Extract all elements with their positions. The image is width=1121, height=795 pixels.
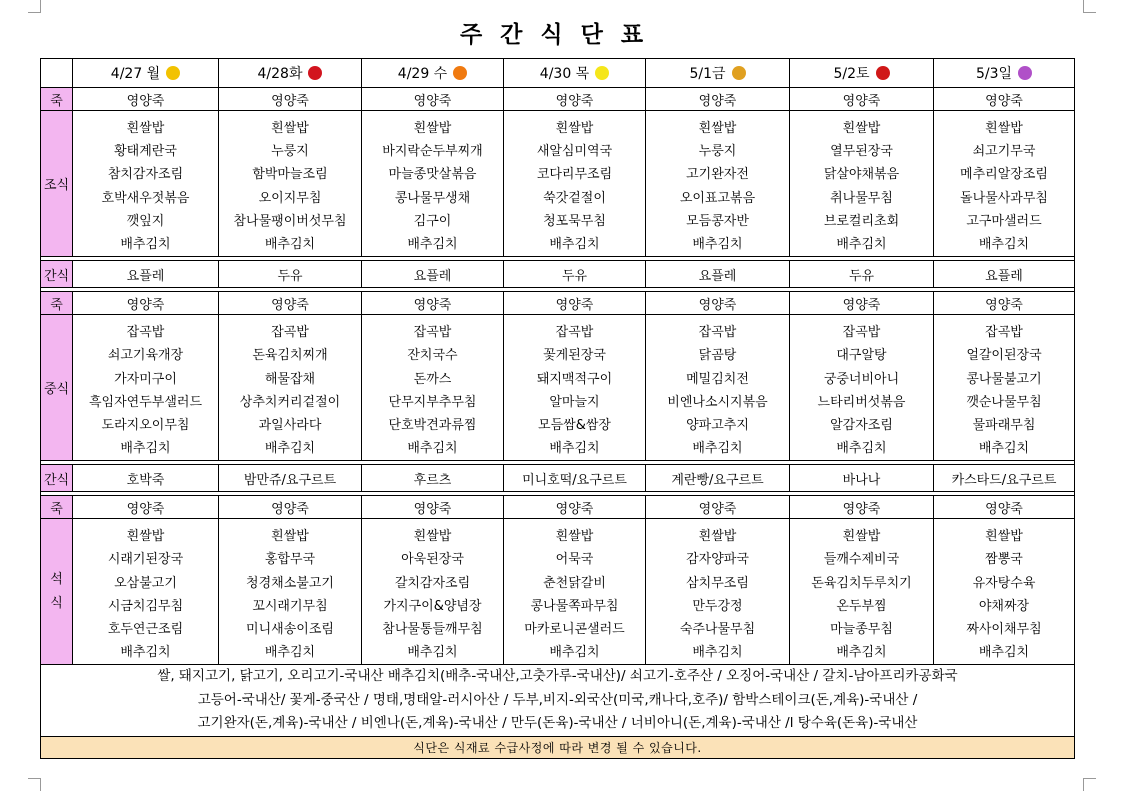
menu-item: 새알심미역국 — [536, 144, 613, 160]
menu-item: 참나물팽이버섯무침 — [233, 213, 347, 229]
menu-item: 짬뽕국 — [985, 552, 1023, 568]
menu-item: 배추김치 — [407, 645, 458, 661]
menu-item: 알마늘지 — [549, 394, 600, 410]
menu-item: 깻순나물무침 — [966, 394, 1042, 410]
meal-cell — [646, 519, 790, 665]
menu-cell: 바나나 — [790, 465, 934, 492]
meal-cell — [934, 111, 1075, 257]
footer-row — [41, 736, 1075, 758]
menu-item: 돌나물사과무침 — [960, 190, 1048, 206]
day-header-content — [976, 63, 1032, 83]
menu-item: 닭살야채볶음 — [823, 167, 900, 183]
menu-item: 흰쌀밥 — [842, 529, 881, 545]
menu-cell: 영양죽 — [646, 88, 790, 111]
meal-cell — [504, 315, 646, 461]
menu-item: 오이표고볶음 — [679, 190, 756, 206]
header-row — [41, 59, 1075, 88]
cherry-icon — [308, 66, 322, 80]
menu-item: 흰쌀밥 — [555, 529, 594, 545]
menu-item: 함박마늘조림 — [252, 167, 328, 183]
menu-item: 온두부찜 — [836, 598, 887, 614]
menu-item: 흰쌀밥 — [126, 121, 165, 136]
menu-item: 흰쌀밥 — [413, 121, 452, 136]
menu-item: 흰쌀밥 — [842, 121, 881, 136]
menu-item: 양파고추지 — [686, 417, 749, 433]
menu-cell: 밤만쥬/요구르트 — [219, 465, 362, 492]
menu-item: 꼬시래기무침 — [252, 598, 328, 614]
menu-item: 배추김치 — [692, 645, 743, 661]
menu-item: 알감자조림 — [830, 417, 893, 433]
menu-item: 청포묵무침 — [543, 213, 606, 229]
menu-item: 물파래무침 — [972, 417, 1036, 433]
row-label: 간식 — [41, 261, 73, 288]
menu-cell: 영양죽 — [504, 292, 646, 315]
menu-item: 갈치감자조림 — [394, 575, 471, 591]
menu-item: 도라지오이무침 — [101, 417, 190, 433]
menu-cell: 영양죽 — [646, 496, 790, 519]
menu-item: 콩나물쪽파무침 — [530, 598, 619, 614]
menu-item: 흰쌀밥 — [126, 529, 165, 545]
menu-item: 흰쌀밥 — [413, 529, 452, 545]
menu-cell: 요플레 — [646, 261, 790, 288]
meal-cell — [73, 519, 219, 665]
menu-item: 참나물통들깨무침 — [382, 622, 483, 637]
menu-item: 고기완자전 — [686, 167, 749, 183]
footer-notice: 식단은 식재료 수급사정에 따라 변경 될 수 있습니다. — [41, 736, 1075, 758]
menu-item: 흑임자연두부샐러드 — [88, 394, 203, 410]
menu-item: 배추김치 — [407, 441, 458, 457]
meal-label-char: 식 — [50, 595, 63, 611]
lunch-juk-row — [41, 292, 1075, 315]
menu-item: 호두연근조림 — [107, 622, 184, 637]
menu-cell: 영양죽 — [362, 292, 504, 315]
menu-item: 쇠고기육개장 — [107, 348, 184, 364]
menu-item: 모듬쌈&쌈장 — [538, 417, 611, 433]
day-header-content — [689, 63, 745, 83]
menu-cell: 호박죽 — [73, 465, 219, 492]
menu-cell: 영양죽 — [219, 496, 362, 519]
lunch-snack-row — [41, 465, 1075, 492]
menu-item: 흰쌀밥 — [698, 121, 737, 136]
menu-item: 누룽지 — [271, 144, 309, 160]
menu-item: 비엔나소시지볶음 — [667, 394, 768, 410]
menu-item: 단호박견과류찜 — [388, 417, 477, 433]
meal-cell — [504, 519, 646, 665]
breakfast-row — [41, 111, 1075, 257]
menu-item: 돈까스 — [413, 371, 452, 387]
menu-item: 배추김치 — [120, 645, 171, 661]
menu-item: 취나물무침 — [830, 190, 893, 206]
menu-item: 잡곡밥 — [555, 325, 594, 341]
menu-item: 배추김치 — [692, 236, 743, 252]
menu-item: 브로컬리초회 — [823, 213, 900, 229]
menu-cell: 영양죽 — [219, 88, 362, 111]
menu-cell: 영양죽 — [504, 496, 646, 519]
dinner-juk-row — [41, 496, 1075, 519]
day-date: 4/30 목 — [539, 66, 590, 82]
crop-mark-top-left — [28, 0, 41, 13]
menu-item: 잡곡밥 — [698, 325, 737, 341]
menu-item: 배추김치 — [264, 645, 316, 661]
weekly-menu-table — [40, 58, 1075, 759]
menu-item: 얼갈이된장국 — [966, 348, 1042, 364]
menu-item: 과일사라다 — [258, 417, 322, 433]
origin-note-line: 쌀, 돼지고기, 닭고기, 오리고기-국내산 배추김치(배추-국내산,고춧가루-국내산)/ 쇠고기-호주산 / 오징어-국내산 / 갈치-남아프리카공화국 — [157, 668, 958, 685]
menu-item: 배추김치 — [836, 236, 887, 252]
menu-cell: 영양죽 — [362, 496, 504, 519]
menu-item: 고구마샐러드 — [966, 213, 1042, 229]
menu-item: 배추김치 — [978, 236, 1030, 252]
menu-item: 오이지무침 — [258, 190, 322, 206]
meal-cell — [504, 111, 646, 257]
menu-item: 콩나물불고기 — [966, 371, 1042, 387]
meal-label — [41, 519, 73, 665]
menu-item: 깻잎지 — [126, 213, 165, 229]
menu-cell: 카스타드/요구르트 — [934, 465, 1075, 492]
menu-cell: 영양죽 — [934, 88, 1075, 111]
menu-cell: 영양죽 — [934, 292, 1075, 315]
menu-item: 들깨수제비국 — [823, 552, 900, 568]
meal-cell — [73, 315, 219, 461]
menu-item: 배추김치 — [120, 236, 171, 252]
menu-item: 아욱된장국 — [401, 552, 464, 568]
menu-item: 닭곰탕 — [698, 348, 737, 364]
menu-item: 김구이 — [413, 213, 452, 229]
day-date: 5/2토 — [833, 66, 870, 82]
menu-item: 열무된장국 — [830, 144, 893, 160]
menu-item: 황태계란국 — [114, 144, 177, 160]
menu-cell: 영양죽 — [219, 292, 362, 315]
menu-item: 마늘종맛살볶음 — [388, 167, 477, 183]
menu-item: 메추리알장조림 — [960, 167, 1048, 183]
menu-item: 가자미구이 — [114, 371, 177, 387]
meal-cell — [934, 315, 1075, 461]
menu-cell: 영양죽 — [73, 88, 219, 111]
menu-item: 해물잡채 — [264, 371, 316, 387]
menu-item: 오삼불고기 — [114, 575, 177, 591]
day-header-content — [258, 63, 323, 83]
menu-item: 꽃게된장국 — [543, 348, 606, 364]
menu-cell: 요플레 — [73, 261, 219, 288]
row-label: 간식 — [41, 465, 73, 492]
menu-item: 흰쌀밥 — [985, 529, 1023, 545]
menu-item: 마카로니콘샐러드 — [524, 622, 625, 637]
menu-item: 흰쌀밥 — [271, 121, 309, 136]
menu-item: 코다리무조림 — [536, 167, 613, 183]
day-header-content — [540, 63, 609, 83]
meal-cell — [219, 111, 362, 257]
row-label: 죽 — [41, 292, 73, 315]
menu-item: 대구알탕 — [836, 348, 887, 364]
menu-item: 배추김치 — [549, 236, 600, 252]
menu-item: 배추김치 — [978, 645, 1030, 661]
menu-item: 메밀김치전 — [686, 371, 749, 387]
day-header — [73, 59, 219, 88]
crop-mark-bottom-right — [1083, 778, 1096, 791]
menu-item: 흰쌀밥 — [555, 121, 594, 136]
day-header — [646, 59, 790, 88]
menu-item: 짜사이채무침 — [966, 622, 1042, 637]
banana-icon — [166, 66, 180, 80]
menu-cell: 영양죽 — [646, 292, 790, 315]
menu-item: 숙주나물무침 — [679, 622, 756, 637]
menu-item: 유자탕수육 — [972, 575, 1036, 591]
menu-cell: 영양죽 — [504, 88, 646, 111]
menu-cell: 두유 — [219, 261, 362, 288]
menu-item: 배추김치 — [264, 236, 316, 252]
pineapple-icon — [732, 66, 746, 80]
menu-cell: 영양죽 — [73, 292, 219, 315]
menu-item: 느타리버섯볶음 — [817, 394, 906, 410]
origin-notes-row — [41, 665, 1075, 737]
menu-cell: 영양죽 — [934, 496, 1075, 519]
menu-cell: 요플레 — [362, 261, 504, 288]
day-date: 5/3일 — [975, 66, 1013, 82]
meal-cell — [790, 111, 934, 257]
menu-item: 배추김치 — [120, 441, 171, 457]
menu-item: 가지구이&양념장 — [383, 598, 482, 614]
meal-cell — [790, 315, 934, 461]
menu-cell: 미니호떡/요구르트 — [504, 465, 646, 492]
menu-item: 궁중너비아니 — [823, 371, 900, 387]
row-label: 죽 — [41, 88, 73, 111]
day-header-content — [111, 63, 180, 83]
lemon-icon — [595, 66, 609, 80]
meal-label-char: 석 — [50, 571, 63, 587]
menu-item: 모듬콩자반 — [686, 213, 749, 229]
day-date: 5/1금 — [689, 66, 726, 82]
menu-item: 호박새우젓볶음 — [101, 190, 190, 206]
meal-cell — [790, 519, 934, 665]
menu-item: 삼치무조림 — [686, 575, 749, 591]
menu-item: 미니새송이조림 — [246, 622, 334, 637]
menu-cell: 후르츠 — [362, 465, 504, 492]
menu-item: 돼지맥적구이 — [536, 371, 613, 387]
meal-cell — [362, 519, 504, 665]
menu-item: 배추김치 — [836, 645, 887, 661]
menu-cell: 요플레 — [934, 261, 1075, 288]
day-header — [362, 59, 504, 88]
day-header — [504, 59, 646, 88]
apple-icon — [876, 66, 890, 80]
menu-item: 잔치국수 — [407, 348, 458, 364]
menu-item: 배추김치 — [549, 645, 600, 661]
menu-item: 시금치김무침 — [107, 598, 184, 614]
grape-icon — [1018, 66, 1032, 80]
menu-item: 청경채소불고기 — [246, 575, 334, 591]
dinner-row — [41, 519, 1075, 665]
menu-item: 바지락순두부찌개 — [382, 144, 483, 160]
origin-note-line: 고기완자(돈,계육)-국내산 / 비엔나(돈,계육)-국내산 / 만두(돈육)-국내산 / 너비아니(돈,계육)-국내산 /l 탕수육(돈육)-국내산 — [197, 715, 918, 732]
menu-cell: 영양죽 — [790, 496, 934, 519]
menu-body — [41, 59, 1075, 759]
lunch-row — [41, 315, 1075, 461]
meal-cell — [362, 111, 504, 257]
menu-item: 돈육김치두루치기 — [811, 575, 912, 591]
meal-cell — [219, 519, 362, 665]
meal-label: 중식 — [41, 315, 73, 461]
menu-item: 홍합무국 — [264, 552, 316, 568]
meal-cell — [362, 315, 504, 461]
menu-item: 배추김치 — [264, 441, 316, 457]
day-date: 4/28화 — [257, 66, 303, 82]
day-header-content — [833, 63, 889, 83]
crop-mark-bottom-left — [28, 778, 41, 791]
day-header — [934, 59, 1075, 88]
menu-item: 누룽지 — [698, 144, 737, 160]
meal-cell — [646, 315, 790, 461]
menu-item: 참치감자조림 — [107, 167, 184, 183]
menu-item: 쑥갓겉절이 — [543, 190, 606, 206]
meal-label: 조식 — [41, 111, 73, 257]
page-title: 주간식단표 — [459, 22, 662, 48]
menu-item: 흰쌀밥 — [271, 529, 309, 545]
menu-item: 배추김치 — [549, 441, 600, 457]
day-header — [790, 59, 934, 88]
menu-item: 감자양파국 — [686, 552, 749, 568]
day-date: 4/27 월 — [110, 66, 161, 82]
menu-item: 잡곡밥 — [842, 325, 881, 341]
crop-mark-top-right — [1083, 0, 1096, 13]
menu-item: 잡곡밥 — [271, 325, 309, 341]
origin-note-line: 고등어-국내산/ 꽃게-중국산 / 명태,명태알-러시아산 / 두부,비지-외국산(미국,캐나다,호주)/ 함박스테이크(돈,계육)-국내산 / — [197, 691, 918, 708]
menu-item: 배추김치 — [978, 441, 1030, 457]
menu-cell: 두유 — [504, 261, 646, 288]
menu-item: 만두강정 — [692, 598, 743, 614]
menu-cell: 계란빵/요구르트 — [646, 465, 790, 492]
meal-cell — [73, 111, 219, 257]
menu-item: 흰쌀밥 — [698, 529, 737, 545]
header-corner — [41, 59, 73, 88]
menu-item: 잡곡밥 — [413, 325, 452, 341]
origin-notes-cell — [41, 665, 1075, 737]
menu-item: 흰쌀밥 — [985, 121, 1023, 136]
day-header-content — [398, 63, 467, 83]
menu-item: 돈육김치찌개 — [252, 348, 328, 364]
menu-item: 배추김치 — [407, 236, 458, 252]
menu-item: 쇠고기무국 — [972, 144, 1036, 160]
menu-cell: 영양죽 — [73, 496, 219, 519]
row-label: 죽 — [41, 496, 73, 519]
menu-item: 춘천닭갈비 — [543, 575, 606, 591]
meal-cell — [646, 111, 790, 257]
menu-cell: 영양죽 — [790, 292, 934, 315]
orange-icon — [453, 66, 467, 80]
menu-cell: 두유 — [790, 261, 934, 288]
menu-item: 잡곡밥 — [985, 325, 1023, 341]
day-header — [219, 59, 362, 88]
menu-item: 마늘종무침 — [830, 622, 893, 637]
menu-item: 상추치커리겉절이 — [239, 394, 341, 410]
breakfast-snack-row — [41, 261, 1075, 288]
breakfast-juk-row — [41, 88, 1075, 111]
menu-item: 단무지부추무침 — [388, 394, 477, 410]
meal-cell — [934, 519, 1075, 665]
menu-item: 시래기된장국 — [107, 552, 184, 568]
menu-item: 배추김치 — [692, 441, 743, 457]
menu-item: 콩나물무생채 — [394, 190, 471, 206]
day-date: 4/29 수 — [397, 66, 448, 82]
menu-item: 잡곡밥 — [126, 325, 165, 341]
menu-item: 야채짜장 — [978, 598, 1030, 614]
menu-cell: 영양죽 — [362, 88, 504, 111]
menu-item: 어묵국 — [555, 552, 594, 568]
menu-cell: 영양죽 — [790, 88, 934, 111]
meal-cell — [219, 315, 362, 461]
menu-item: 배추김치 — [836, 441, 887, 457]
